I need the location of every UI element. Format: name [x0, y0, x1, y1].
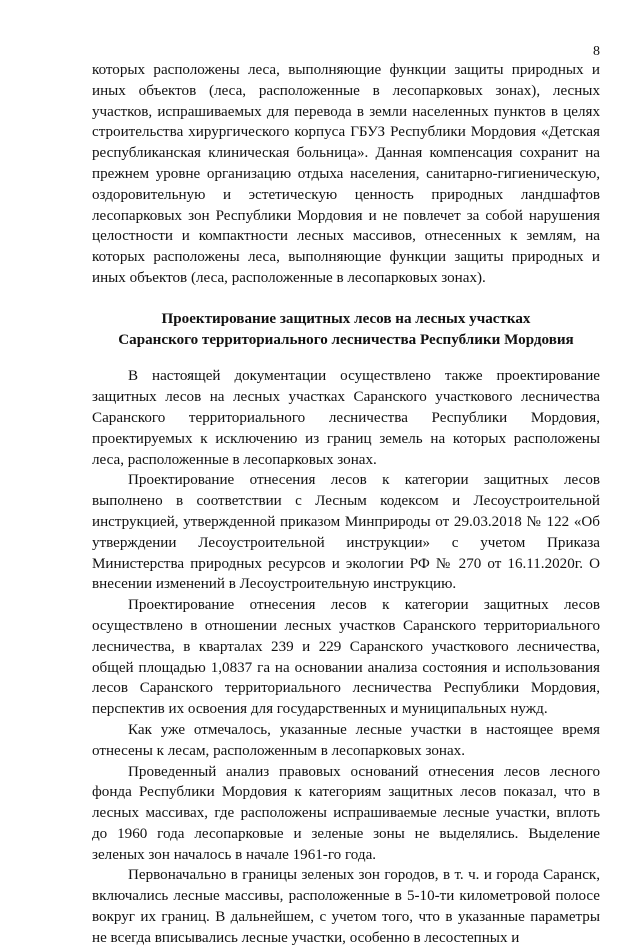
paragraph-continuation: которых расположены леса, выполняющие функции защиты природных и иных объектов (леса, расположенные в лесопарковых зонах), лесных участков, испрашиваемых для перевода в земли населенных пунктов в целях строительства хирургического корпуса ГБУЗ Республики Мордовия «Детская республиканская клиническая больница». Данная компенсация сохранит на прежнем уровне организацию отдыха населения, санитарно-гигиеническую, оздоровительную и эстетическую ценность природных ландшафтов лесопарковых зон Республики Мордовия и не повлечет за собой нарушения целостности и компактности лесных массивов, отнесенных к землям, на которых расположены леса, выполняющие функции защиты природных и иных объектов (леса, расположенные в лесопарковых зонах). — [92, 62, 600, 286]
paragraph-5: Проведенный анализ правовых оснований отнесения лесов лесного фонда Республики Мордовия к категориям защитных лесов показал, что в лесных массивах, где расположены испрашиваемые лесные участки, вплоть до 1960 года лесопарковые и зеленые зоны не выделялись. Выделение зеленых зон началось в начале 1961-го года. — [92, 763, 600, 863]
section-heading-line-1: Проектирование защитных лесов на лесных участках — [161, 310, 531, 327]
section-heading-line-2: Саранского территориального лесничества Республики Мордовия — [118, 331, 574, 348]
paragraph-6: Первоначально в границы зеленых зон городов, в т. ч. и города Саранск, включались лесные массивы, расположенные в 5-10-ти километровой полосе вокруг их границ. В дальнейшем, с учетом того, что в указанные параметры не всегда вписывались лесные участки, особенно в лесостепных и — [92, 867, 600, 946]
paragraph-2: Проектирование отнесения лесов к категории защитных лесов выполнено в соответствии с Лесным кодексом и Лесоустроительной инструкцией, утвержденной приказом Минприроды от 29.03.2018 № 122 «Об утверждении Лесоустроительной инструкции» с учетом Приказа Министерства природных ресурсов и экологии РФ № 270 от 16.11.2020г. О внесении изменений в Лесоустроительную инструкцию. — [92, 472, 600, 593]
paragraph-4: Как уже отмечалось, указанные лесные участки в настоящее время отнесены к лесам, расположенным в лесопарковых зонах. — [92, 721, 600, 759]
paragraph-3: Проектирование отнесения лесов к категории защитных лесов осуществлено в отношении лесных участков Саранского территориального лесничества, в кварталах 239 и 229 Саранского участкового лесничества, общей площадью 1,0837 га на основании анализа состояния и использования лесов Саранского территориального лесничества Республики Мордовия, перспектив их освоения для государственных и муниципальных нужд. — [92, 597, 600, 718]
paragraph-1: В настоящей документации осуществлено также проектирование защитных лесов на лесных участках Саранского участкового лесничества Саранского территориального лесничества Республики Мордовия, проектируемых к исключению из границ земель на которых расположены леса, расположенные в лесопарковых зонах. — [92, 368, 600, 468]
section-heading — [92, 309, 600, 351]
document-body — [92, 60, 600, 949]
page-number: 8 — [593, 44, 600, 59]
